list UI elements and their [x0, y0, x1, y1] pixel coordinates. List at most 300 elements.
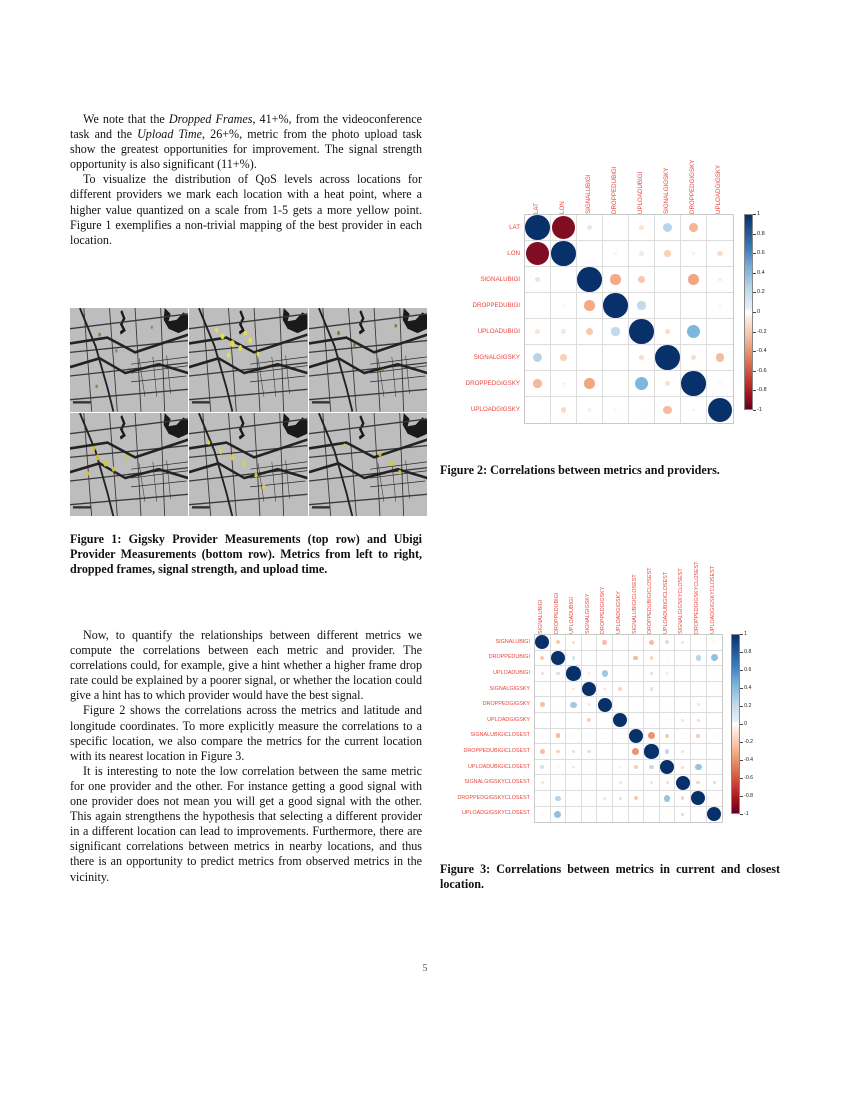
correlation-dot	[604, 751, 605, 752]
correlation-dot	[603, 797, 606, 800]
correlation-dot	[588, 672, 591, 675]
correlation-dot	[557, 782, 558, 783]
correlation-dot	[620, 751, 621, 752]
correlation-dot	[619, 766, 621, 768]
matrix-cell	[660, 713, 676, 729]
matrix-cell	[660, 744, 676, 760]
correlation-dot	[615, 357, 616, 358]
correlation-dot	[666, 688, 667, 689]
correlation-dot	[696, 734, 700, 738]
matrix-cell	[582, 713, 598, 729]
body-text: To visualize the distribution of QoS levels across locations for different providers we mark each location with a heat point, where a higher value quantized on a scale from 1-5 gets a more yellow point. Figure 1 exemplifies a non-trivial mapping of the best provider in each location.	[70, 172, 422, 247]
correlation-dot	[610, 274, 620, 284]
matrix-cell	[577, 371, 603, 397]
matrix-cell	[675, 729, 691, 745]
matrix-cell	[566, 744, 582, 760]
row-label-signalgigskyclosest: SIGNALGIGSKYCLOSEST	[464, 779, 530, 786]
paragraph-1	[70, 112, 422, 172]
paragraph-5	[70, 764, 422, 885]
correlation-dot	[588, 408, 591, 411]
correlation-dot	[718, 278, 721, 281]
matrix-cell	[707, 397, 733, 423]
correlation-dot	[681, 750, 684, 753]
map-tile-ubigi-dropped	[70, 413, 188, 517]
colorbar-tick-label: -0.6	[757, 367, 767, 374]
correlation-dot	[604, 766, 605, 767]
correlation-dot	[681, 796, 685, 800]
correlation-dot	[635, 673, 636, 674]
correlation-dot	[573, 735, 574, 736]
correlation-dot	[562, 382, 565, 385]
correlation-dot	[634, 765, 638, 769]
matrix-cell	[681, 397, 707, 423]
matrix-cell	[660, 729, 676, 745]
correlation-dot	[555, 796, 560, 801]
correlation-dot	[667, 305, 668, 306]
map-tile-gigsky-upload	[309, 308, 427, 412]
matrix-cell	[629, 371, 655, 397]
correlation-dot	[641, 409, 643, 411]
matrix-cell	[613, 713, 629, 729]
column-label-signalubigi: SIGNALUBIGI	[585, 174, 592, 214]
correlation-dot	[588, 657, 589, 658]
matrix-cell	[629, 267, 655, 293]
colorbar-tick-label: -0.4	[744, 757, 754, 763]
corner-spacer	[446, 152, 524, 214]
correlation-dot	[648, 732, 655, 739]
correlation-dot	[604, 657, 605, 658]
matrix-cell	[707, 744, 723, 760]
colorbar-tick-label: -0.8	[744, 793, 754, 799]
matrix-cell	[629, 215, 655, 241]
matrix-cell	[629, 713, 645, 729]
matrix-cell	[582, 775, 598, 791]
correlation-dot	[604, 782, 605, 783]
correlation-dot	[541, 672, 544, 675]
matrix-cell	[551, 744, 567, 760]
row-labels	[446, 214, 524, 422]
matrix-cell	[525, 241, 551, 267]
matrix-cell	[644, 635, 660, 651]
matrix-cell	[681, 319, 707, 345]
matrix-cell	[582, 666, 598, 682]
figure-2-correlation-matrix	[446, 152, 775, 424]
matrix-cell	[629, 666, 645, 682]
correlation-dot	[613, 713, 627, 727]
correlation-dot	[556, 640, 560, 644]
correlation-dot	[711, 654, 718, 661]
colorbar-tick-label: -0.6	[744, 775, 754, 781]
matrix-cell	[603, 319, 629, 345]
correlation-dot	[563, 279, 565, 281]
matrix-cell	[660, 651, 676, 667]
matrix-cell	[551, 371, 577, 397]
correlation-dot	[533, 353, 542, 362]
correlation-dot	[714, 766, 715, 767]
map-thumbnail-svg	[189, 308, 307, 412]
correlation-dot	[692, 409, 695, 412]
correlation-dot	[714, 751, 715, 752]
correlation-dot	[651, 798, 652, 799]
column-label-lat: LAT	[533, 203, 540, 214]
colorbar-ticks	[753, 211, 775, 413]
column-label-droppedubigi: DROPPEDUBIGI	[611, 166, 618, 214]
correlation-dot	[687, 325, 700, 338]
correlation-dot	[620, 642, 621, 643]
matrix-cell	[675, 682, 691, 698]
colorbar-tick-label: -1	[757, 407, 762, 413]
body-text: , 41+%, from the videoconference task and the	[70, 112, 422, 142]
matrix-cell	[566, 666, 582, 682]
correlation-dot	[540, 765, 544, 769]
matrix-cell	[707, 651, 723, 667]
colorbar-tick-label: 0	[757, 309, 761, 315]
matrix-cell	[566, 807, 582, 823]
column-label-lon: LON	[559, 201, 566, 214]
correlation-dot	[635, 704, 636, 705]
correlation-dot	[696, 781, 700, 785]
left-column-lower	[70, 628, 422, 885]
matrix-cell	[597, 729, 613, 745]
correlation-dot	[619, 797, 622, 800]
correlation-dot	[602, 670, 608, 676]
correlation-dot	[557, 704, 558, 705]
colorbar-tick-label: 0.2	[757, 289, 765, 296]
matrix-cell	[675, 760, 691, 776]
correlation-dot	[717, 251, 722, 256]
column-label-signalgigskyclosest: SIGNALGIGSKYCLOSEST	[678, 568, 685, 634]
correlation-dot	[676, 776, 690, 790]
correlation-dot	[713, 641, 715, 643]
correlation-dot	[619, 781, 622, 784]
correlation-dot	[649, 640, 654, 645]
correlation-dot	[598, 698, 612, 712]
matrix-cell	[660, 791, 676, 807]
correlation-dot	[572, 688, 575, 691]
matrix-cell	[597, 807, 613, 823]
column-labels	[524, 152, 732, 214]
matrix-cell	[675, 791, 691, 807]
matrix-cell	[629, 682, 645, 698]
matrix-cell	[613, 744, 629, 760]
correlation-dot	[572, 641, 575, 644]
correlation-dot	[697, 703, 700, 706]
matrix-cell	[675, 697, 691, 713]
correlation-dot	[533, 379, 542, 388]
correlation-dot	[614, 409, 616, 411]
matrix-cell	[535, 775, 551, 791]
row-label-signalubigiclosest: SIGNALUBIGICLOSEST	[470, 732, 530, 739]
correlation-dot	[650, 781, 653, 784]
correlation-dot	[541, 781, 544, 784]
matrix-cell	[655, 241, 681, 267]
map-thumbnail-svg	[309, 308, 427, 412]
matrix-cell	[566, 729, 582, 745]
colorbar	[744, 211, 775, 413]
correlation-dot	[540, 702, 545, 707]
correlation-dot	[639, 225, 643, 229]
correlation-dot	[635, 720, 636, 721]
matrix-cell	[644, 791, 660, 807]
correlation-dot	[655, 345, 680, 370]
row-label-droppedubigi: DROPPEDUBIGI	[488, 654, 530, 661]
matrix-cell	[535, 744, 551, 760]
correlation-dot	[650, 656, 654, 660]
correlation-dot	[562, 304, 564, 306]
correlation-dot	[556, 672, 560, 676]
map-tile-ubigi-signal	[189, 413, 307, 517]
matrix-cell	[525, 345, 551, 371]
map-thumbnail-svg	[189, 413, 307, 517]
matrix-cell	[603, 371, 629, 397]
matrix-cell	[551, 651, 567, 667]
correlation-dot	[681, 719, 684, 722]
colorbar-gradient	[744, 214, 753, 410]
correlation-dot	[663, 223, 672, 232]
matrix-cell	[535, 713, 551, 729]
column-label-row	[446, 552, 762, 634]
matrix-cell	[691, 697, 707, 713]
matrix-cell	[707, 775, 723, 791]
row-label-uploadgigsky: UPLOADGIGSKY	[487, 716, 530, 723]
matrix-cell	[681, 215, 707, 241]
correlation-dot	[577, 267, 602, 292]
matrix-grid	[534, 634, 723, 823]
matrix-cell	[629, 744, 645, 760]
correlation-dot	[667, 279, 668, 280]
correlation-dot	[629, 729, 643, 743]
map-thumbnail-svg	[70, 308, 188, 412]
correlation-dot	[714, 688, 715, 689]
matrix-cell	[629, 319, 655, 345]
matrix-cell	[535, 682, 551, 698]
matrix-cell	[707, 241, 733, 267]
correlation-dot	[557, 688, 558, 689]
correlation-dot	[639, 251, 643, 255]
correlation-dot	[620, 704, 621, 705]
matrix-cell	[691, 635, 707, 651]
correlation-dot	[604, 735, 605, 736]
matrix-cell	[535, 666, 551, 682]
matrix-cell	[629, 729, 645, 745]
row-label-uploadubigiclosest: UPLOADUBIGICLOSEST	[467, 763, 530, 770]
colorbar-tick-label: -0.2	[757, 328, 767, 335]
matrix-cell	[577, 215, 603, 241]
matrix-cell	[629, 775, 645, 791]
correlation-dot	[635, 814, 636, 815]
figure-3-caption: Figure 3: Correlations between metrics in current and closest location.	[440, 862, 780, 892]
colorbar-gradient	[731, 634, 740, 814]
matrix-cell	[551, 682, 567, 698]
matrix-cell	[597, 651, 613, 667]
matrix-cell	[644, 807, 660, 823]
correlation-dot	[535, 329, 539, 333]
matrix-cell	[655, 345, 681, 371]
row-labels	[446, 634, 534, 821]
correlation-dot	[526, 242, 549, 265]
matrix-cell	[582, 635, 598, 651]
matrix-cell	[551, 666, 567, 682]
matrix-cell	[551, 729, 567, 745]
correlation-dot	[698, 673, 699, 674]
matrix-cell	[691, 775, 707, 791]
map-thumbnail-svg	[309, 413, 427, 517]
row-label-droppedubigiclosest: DROPPEDUBIGICLOSEST	[463, 747, 530, 754]
matrix-cell	[629, 760, 645, 776]
matrix-cell	[603, 215, 629, 241]
correlation-dot	[666, 672, 669, 675]
matrix-cell	[629, 697, 645, 713]
correlation-dot	[682, 735, 683, 736]
column-label-uploadubigiclosest: UPLOADUBIGICLOSEST	[662, 571, 669, 634]
correlation-dot	[650, 687, 653, 690]
matrix-cell	[577, 241, 603, 267]
colorbar-tick-label: 1	[744, 631, 748, 637]
matrix-cell	[613, 697, 629, 713]
colorbar-tick-label: -1	[744, 811, 749, 817]
correlation-dot	[589, 253, 591, 255]
correlation-dot	[557, 766, 558, 767]
matrix-cell	[681, 293, 707, 319]
matrix-cell	[597, 682, 613, 698]
correlation-dot	[665, 734, 669, 738]
correlation-dot	[639, 355, 644, 360]
body-text: Now, to quantify the relationships between different metrics we compute the correlations between each metric and provider. The correlations could, for example, give a hint whether a higher frame drop rate could be explained by a poorer signal, or whether the location could give a hint has to which provider would have the best signal.	[70, 628, 422, 703]
page-number: 5	[422, 963, 428, 974]
row-label-uploadubigi: UPLOADUBIGI	[477, 327, 520, 335]
correlation-dot	[698, 642, 699, 643]
column-label-uploadgigsky: UPLOADGIGSKY	[715, 164, 722, 214]
row-label-droppedgigskyclosest: DROPPEDGIGSKYCLOSEST	[457, 794, 530, 801]
colorbar-ticks	[740, 631, 762, 817]
colorbar	[731, 631, 762, 817]
correlation-dot	[707, 807, 721, 821]
correlation-dot	[635, 688, 636, 689]
matrix-cell	[525, 293, 551, 319]
matrix-cell	[644, 697, 660, 713]
column-label-signalgigsky: SIGNALGIGSKY	[663, 167, 670, 214]
matrix-cell	[675, 651, 691, 667]
correlation-dot	[714, 798, 715, 799]
correlation-dot	[698, 814, 699, 815]
colorbar-tick-label: 0.8	[744, 649, 752, 655]
matrix-cell	[551, 345, 577, 371]
matrix-cell	[629, 651, 645, 667]
matrix-cell	[577, 345, 603, 371]
correlation-dot	[682, 688, 683, 689]
colorbar-tick-label: 0.2	[744, 703, 752, 709]
correlation-dot	[588, 782, 589, 783]
correlation-dot	[604, 814, 605, 815]
correlation-dot	[719, 227, 720, 228]
correlation-dot	[651, 814, 652, 815]
correlation-dot	[540, 656, 544, 660]
column-label-signalgigsky: SIGNALGIGSKY	[584, 593, 591, 634]
matrix-cell	[629, 397, 655, 423]
matrix-cell	[603, 397, 629, 423]
matrix-cell	[551, 775, 567, 791]
matrix-cell	[613, 729, 629, 745]
matrix-cell	[551, 397, 577, 423]
colorbar-tick-label: -0.8	[757, 387, 767, 394]
matrix-cell	[525, 267, 551, 293]
correlation-dot	[635, 377, 648, 390]
correlation-dot	[588, 735, 589, 736]
matrix-cell	[681, 241, 707, 267]
matrix-cell	[691, 729, 707, 745]
figure-1-image-grid	[70, 308, 427, 516]
correlation-dot	[697, 719, 700, 722]
map-thumbnail-svg	[70, 413, 188, 517]
matrix-cell	[681, 267, 707, 293]
matrix-cell	[566, 682, 582, 698]
correlation-dot	[572, 656, 576, 660]
correlation-dot	[525, 215, 550, 240]
correlation-dot	[696, 655, 701, 660]
matrix-cell	[613, 791, 629, 807]
matrix-cell	[582, 791, 598, 807]
colorbar-tick-label: 0	[744, 721, 748, 727]
matrix-cell	[551, 293, 577, 319]
matrix-cell	[707, 729, 723, 745]
colorbar-tick-label: 0.6	[757, 250, 765, 257]
correlation-dot	[582, 682, 596, 696]
correlation-dot	[604, 720, 605, 721]
map-tile-gigsky-signal	[189, 308, 307, 412]
body-text: Figure 2 shows the correlations across the metrics and latitude and longitude coordinates. To more explicitly measure the correlations to a specific location, we also compare the metrics for the current location with its nearest location in Figure 3.	[70, 703, 422, 763]
matrix-cell	[629, 807, 645, 823]
correlation-dot	[666, 657, 667, 658]
matrix-cell	[535, 729, 551, 745]
matrix-cell	[577, 397, 603, 423]
matrix-cell	[691, 651, 707, 667]
correlation-dot	[714, 704, 715, 705]
matrix-cell	[535, 651, 551, 667]
correlation-dot	[566, 666, 580, 680]
correlation-plot	[446, 152, 775, 424]
matrix-cell	[577, 319, 603, 345]
correlation-dot	[719, 304, 721, 306]
correlation-dot	[572, 750, 576, 754]
matrix-cell	[551, 267, 577, 293]
matrix-cell	[691, 791, 707, 807]
matrix-cell	[566, 791, 582, 807]
correlation-dot	[714, 720, 715, 721]
matrix-cell	[660, 775, 676, 791]
matrix-cell	[582, 760, 598, 776]
column-label-uploadgigskyclosest: UPLOADGIGSKYCLOSEST	[709, 565, 716, 634]
matrix-cell	[644, 760, 660, 776]
matrix-cell	[707, 345, 733, 371]
correlation-dot	[620, 657, 621, 658]
correlation-dot	[688, 274, 698, 284]
correlation-dot	[602, 640, 607, 645]
correlation-dot	[561, 407, 566, 412]
matrix-cell	[707, 371, 733, 397]
correlation-dot	[618, 687, 622, 691]
correlation-dot	[587, 225, 592, 230]
correlation-dot	[666, 814, 667, 815]
correlation-dot	[588, 766, 589, 767]
column-label-row	[446, 152, 775, 214]
map-tile-gigsky-dropped	[70, 308, 188, 412]
correlation-dot	[561, 329, 565, 333]
matrix-cell	[707, 635, 723, 651]
correlation-dot	[692, 252, 695, 255]
correlation-dot	[611, 327, 619, 335]
matrix-cell	[551, 635, 567, 651]
matrix-cell	[582, 744, 598, 760]
